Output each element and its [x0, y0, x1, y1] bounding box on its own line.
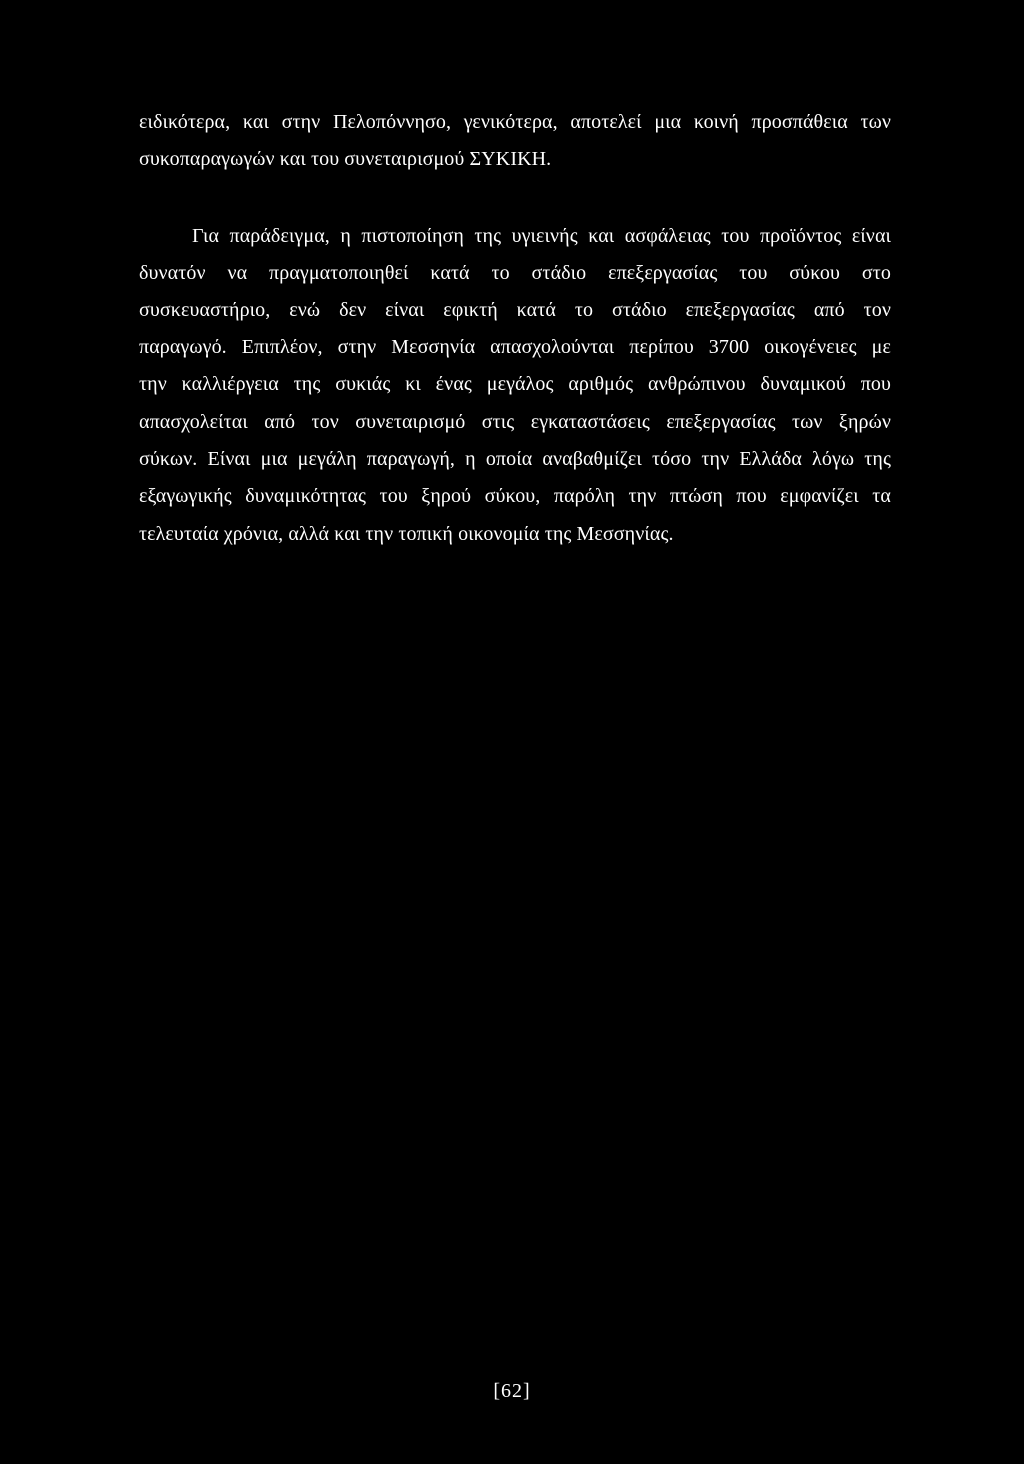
page-number: [62] [493, 1380, 531, 1402]
text-line: συκοπαραγωγών και του συνεταιρισμού ΣΥΚΙΚΗ. [139, 148, 552, 170]
text-line: παραγωγό. Επιπλέον, στην Μεσσηνία απασχολούνται περίπου 3700 οικογένειες με [139, 336, 891, 358]
text-line: τελευταία χρόνια, αλλά και την τοπική οικονομία της Μεσσηνίας. [139, 523, 674, 545]
text-line: σύκων. Είναι μια μεγάλη παραγωγή, η οποία αναβαθμίζει τόσο την Ελλάδα λόγω της [139, 448, 891, 470]
text-line: εξαγωγικής δυναμικότητας του ξηρού σύκου, παρόλη την πτώση που εμφανίζει τα [139, 485, 891, 507]
text-line: συσκευαστήριο, ενώ δεν είναι εφικτή κατά το στάδιο επεξεργασίας από τον [139, 299, 891, 321]
text-line: Για παράδειγμα, η πιστοποίηση της υγιεινής και ασφάλειας του προϊόντος είναι [192, 225, 891, 247]
text-line: δυνατόν να πραγματοποιηθεί κατά το στάδιο επεξεργασίας του σύκου στο [139, 262, 891, 284]
text-line: την καλλιέργεια της συκιάς κι ένας μεγάλος αριθμός ανθρώπινου δυναμικού που [139, 373, 891, 395]
text-line: ειδικότερα, και στην Πελοπόννησο, γενικότερα, αποτελεί μια κοινή προσπάθεια των [139, 111, 891, 133]
text-line: απασχολείται από τον συνεταιρισμό στις εγκαταστάσεις επεξεργασίας των ξηρών [139, 411, 891, 433]
